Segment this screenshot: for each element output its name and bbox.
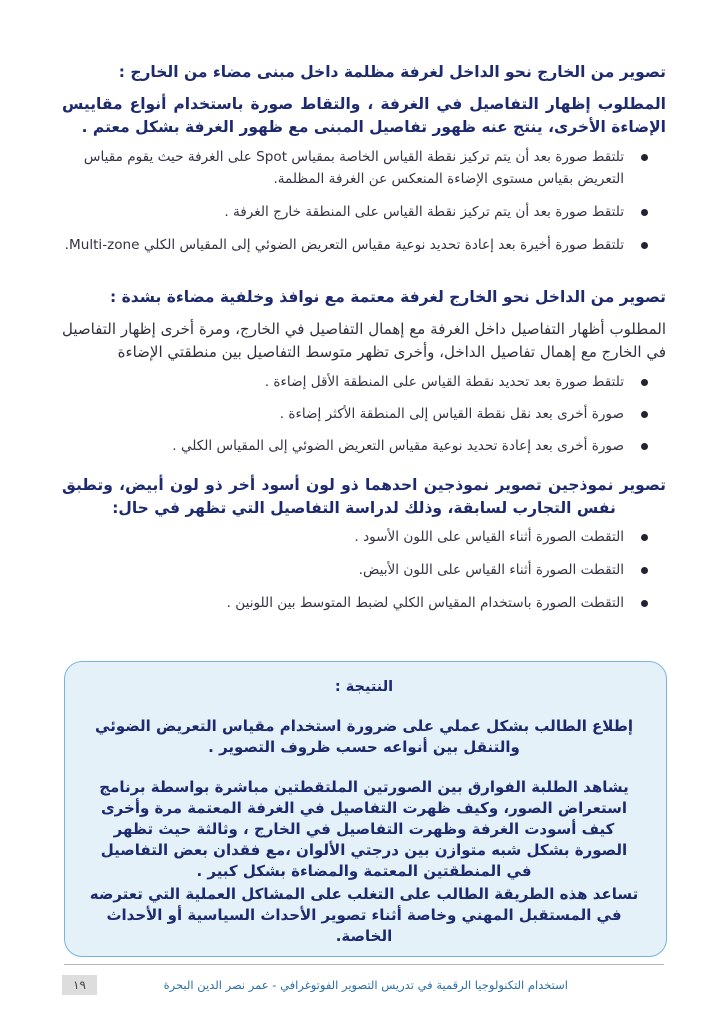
list-item-text: صورة أخرى بعد إعادة تحديد نوعية مقياس التعريض الضوئي إلى المقياس الكلي .	[172, 438, 624, 454]
list-item	[62, 592, 648, 614]
bullet-icon	[641, 600, 648, 607]
list-item-text: صورة أخرى بعد نقل نقطة القياس إلى المنطقة الأكثر إضاءة .	[279, 406, 624, 422]
list-item-text: التقطت الصورة أثناء القياس على اللون الأبيض.	[358, 562, 624, 578]
bullet-icon	[641, 567, 648, 574]
list-item-text: تلتقط صورة بعد أن يتم تركيز نقطة القياس على المنطقة خارج الغرفة .	[224, 204, 624, 220]
list-item	[62, 201, 648, 223]
section2-bullet-list	[62, 371, 648, 457]
page-number: ١٩	[62, 975, 97, 995]
bullet-icon	[641, 154, 648, 161]
footer-title: استخدام التكنولوجيا الرقمية في تدريس التصوير الفوتوغرافي - عمر نصر الدين البحرة	[163, 978, 568, 992]
section1-bullet-list	[62, 146, 648, 256]
bullet-icon	[641, 209, 648, 216]
section3-heading: تصوير نموذجين تصوير نموذجين احدهما ذو لون أسود أخر ذو لون أبيض، وتطبق نفس التجارب لسابقة، وذلك لدراسة التفاصيل التي تظهر في حال:	[62, 476, 666, 517]
list-item	[62, 435, 648, 457]
bullet-icon	[641, 242, 648, 249]
list-item-text: التقطت الصورة أثناء القياس على اللون الأسود .	[354, 529, 624, 545]
section1-heading: تصوير من الخارج نحو الداخل لغرفة مظلمة داخل مبنى مضاء من الخارج :	[118, 63, 666, 81]
list-item-text: تلتقط صورة بعد أن يتم تركيز نقطة القياس الخاصة بمقياس Spot على الغرفة حيث يقوم مقياس التعريض بقياس مستوى الإضاءة المنعكس عن الغرفة المظلمة.	[83, 149, 624, 187]
result-title: النتيجة :	[334, 679, 394, 695]
list-item	[62, 146, 648, 190]
list-item	[62, 403, 648, 425]
list-item	[62, 371, 648, 393]
bullet-icon	[641, 411, 648, 418]
result-paragraph: إطلاع الطالب بشكل عملي على ضرورة استخدام مقياس التعريض الضوئي والتنقل بين أنواعه حسب ظروف التصوير .	[95, 717, 633, 756]
list-item-text: تلتقط صورة أخيرة بعد إعادة تحديد نوعية مقياس التعريض الضوئي إلى المقياس الكلي Multi-zone.	[64, 237, 624, 253]
footer-divider	[64, 964, 664, 965]
bullet-icon	[641, 443, 648, 450]
section2-heading: تصوير من الداخل نحو الخارج لغرفة معتمة مع نوافذ وخلفية مضاءة بشدة :	[110, 288, 666, 306]
list-item	[62, 234, 648, 256]
result-paragraph: يشاهد الطلبة الفوارق بين الصورتين الملتقطتين مباشرة بواسطة برنامج استعراض الصور، وكيف ظهرت التفاصيل في الغرفة المعتمة مرة وأخرى كيف أسودت الغرفة وظهرت التفاصيل في الخارج ، وثالثة حيث تظهر الصورة بشكل شبه متوازن بين درجتي الألوان ،مع فقدان بعض التفاصيل في المنطقتين المعتمة والمضاءة بشكل كبير .	[99, 778, 629, 880]
list-item	[62, 559, 648, 581]
list-item-text: تلتقط صورة بعد تحديد نقطة القياس على المنطقة الأقل إضاءة .	[264, 374, 624, 390]
result-paragraph: تساعد هذه الطريقة الطالب على التغلب على المشاكل العملية التي تعترضه في المستقبل المهني وخاصة أثناء تصوير الأحداث السياسية أو الأحداث الخاصة.	[89, 885, 639, 945]
section1-intro: المطلوب إظهار التفاصيل في الغرفة ، والتقاط صورة باستخدام أنواع مقاييس الإضاءة الأخرى، ينتج عنه ظهور تفاصيل المبنى مع ظهور الغرفة بشكل معتم .	[62, 95, 666, 136]
bullet-icon	[641, 534, 648, 541]
list-item	[62, 526, 648, 548]
section2-intro: المطلوب أظهار التفاصيل داخل الغرفة مع إهمال التفاصيل في الخارج، ومرة أخرى إظهار التفاصيل في الخارج مع إهمال تفاصيل الداخل، وأخرى تظهر متوسط التفاصيل بين منطقتي الإضاءة	[62, 320, 666, 361]
bullet-icon	[641, 379, 648, 386]
list-item-text: التقطت الصورة باستخدام المقياس الكلي لضبط المتوسط بين اللونين .	[226, 595, 624, 611]
section3-bullet-list	[62, 526, 648, 614]
